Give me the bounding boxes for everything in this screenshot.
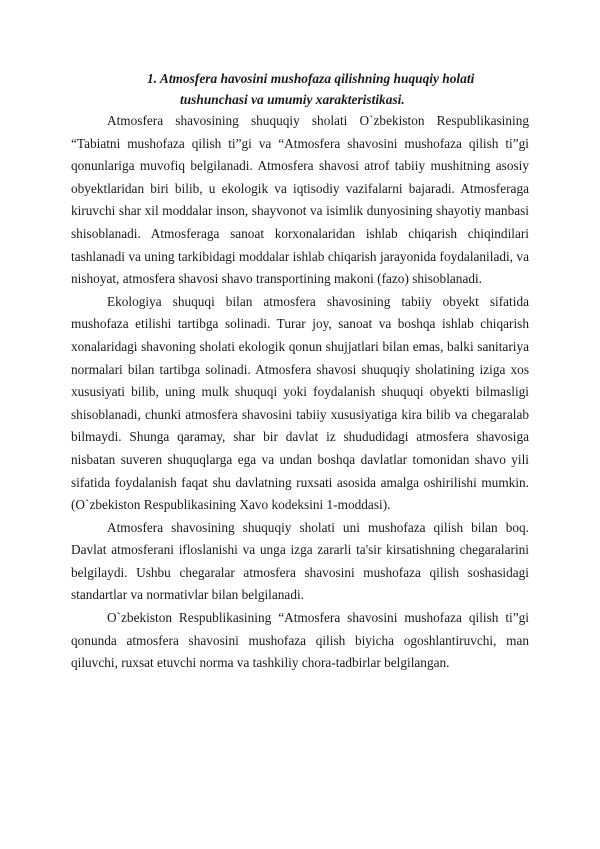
paragraph-4: O`zbekiston Respublikasining “Atmosfera shavosini mushofaza qilish ti”gi qonunda atmosfera shavosini mushofaza qilish biyicha ogoshlantiruvchi, man qiluvchi, ruxsat etuvchi norma va tashkiliy chora-tadbirlar belgilangan. (71, 610, 529, 671)
paragraph-1: Atmosfera shavosining shuquqiy sholati O`zbekiston Respublikasining “Tabiatni mushofaza qilish ti”gi va “Atmosfera shavosini mushofaza qilish ti”gi qonunlariga muvofiq belgilanadi. Atmosfera shavosi atrof tabiiy mushitning asosiy obyektlaridan biri bilib, u ekologik va iqtisodiy vazifalarni bajaradi. Atmosferaga kiruvchi shar xil moddalar inson, shayvonot va isimlik dunyosining shayotiy manbasi shisoblanadi. Atmosferaga sanoat korxonalaridan ishlab chiqarish chiqindilari tashlanadi va uning tarkibidagi moddalar ishlab chiqarish jarayonida foydalaniladi, va nishoyat, atmosfera shavosi shavo transportining makoni (fazo) shisoblanadi. (71, 113, 529, 287)
document-page (71, 68, 529, 675)
paragraph-2: Ekologiya shuquqi bilan atmosfera shavosining tabiiy obyekt sifatida mushofaza etilishi tartibga solinadi. Turar joy, sanoat va boshqa ishlab chiqarish xonalaridagi shavoning sholati ekologik qonun shujjatlari bilan emas, balki sanitariya normalari bilan tartibga solinadi. Atmosfera shavosi shuquqiy sholatining iziga xos xususiyati bilib, uning mulk shuquqi yoki foydalanish shuquqi obyekti bilmasligi shisoblanadi, chunki atmosfera shavosini tabiiy xususiyatiga kira bilib va chegaralab bilmaydi. Shunga qaramay, shar bir davlat iz shududidagi atmosfera shavosiga nisbatan suveren shuquqlarga ega va undan boshqa davlatlar tomonidan shavo yili sifatida foydalanish faqat shu davlatning ruxsati asosida amalga oshirilishi mumkin. (O`zbekiston Respublikasining Xavo kodeksini 1-moddasi). (71, 293, 529, 513)
paragraph-3: Atmosfera shavosining shuquqiy sholati uni mushofaza qilish bilan boq. Davlat atmosferani ifloslanishi va unga izga zararli ta'sir kirsatishning chegaralarini belgilaydi. Ushbu chegaralar atmosfera shavosini mushofaza qilish soshasidagi standartlar va normativlar bilan belgilanadi. (71, 519, 529, 603)
heading-line-2: tushunchasi va umumiy xarakteristikasi. (180, 92, 405, 107)
section-heading (71, 68, 529, 110)
heading-line-1: 1. Atmosfera havosini mushofaza qilishning huquqiy holati (147, 71, 475, 86)
